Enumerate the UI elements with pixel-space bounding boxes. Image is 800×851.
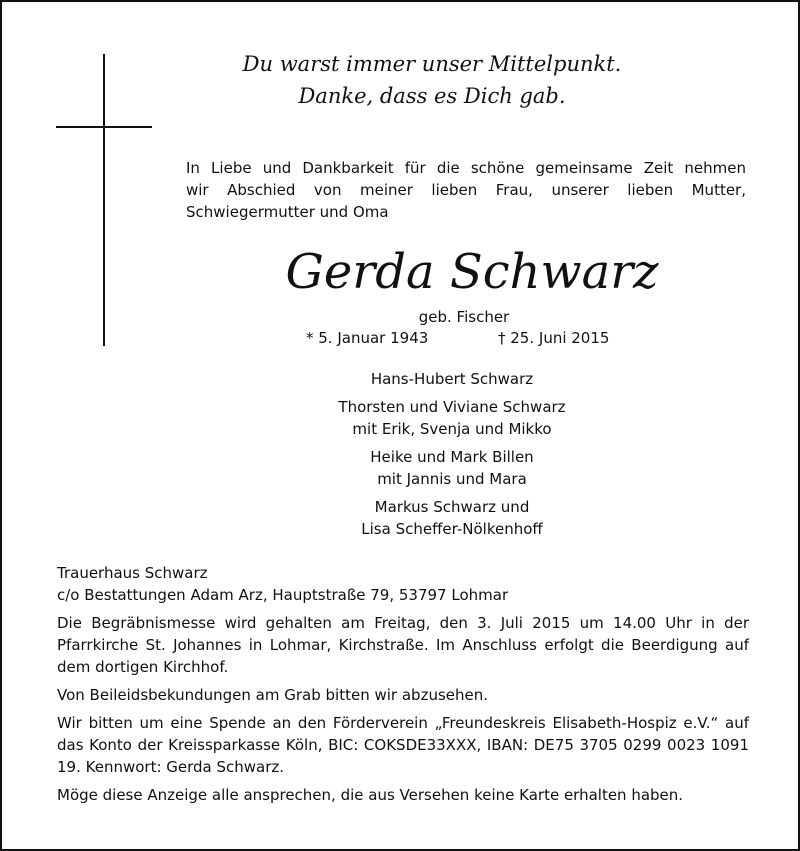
mourner-group — [292, 396, 612, 440]
mourning-address — [57, 562, 749, 606]
notice-details — [57, 562, 749, 812]
cross-horizontal-bar — [56, 126, 152, 128]
mourner-line: Heike und Mark Billen — [370, 448, 534, 466]
funeral-mass-info: Die Begräbnismesse wird gehalten am Freitag, den 3. Juli 2015 um 14.00 Uhr in der Pfarrkirche St. Johannes in Lohmar, Kirchstraße. Im Anschluss erfolgt die Beerdigung auf dem dortigen Kirchhof. — [57, 614, 749, 676]
motto-line: Danke, dass es Dich gab. — [298, 84, 566, 108]
mourner-line: Lisa Scheffer-Nölkenhoff — [361, 520, 543, 538]
intro-line: Schwiegermutter und Oma — [186, 203, 389, 221]
mourner-line: mit Erik, Svenja und Mikko — [352, 420, 552, 438]
address-line: Trauerhaus Schwarz — [57, 564, 208, 582]
deceased-name: Gerda Schwarz — [285, 244, 659, 300]
mourner-line: mit Jannis und Mara — [377, 470, 527, 488]
mourner-line: Hans-Hubert Schwarz — [370, 370, 534, 388]
intro-text — [186, 157, 746, 223]
mourners-list — [292, 368, 612, 546]
mourner-line: Markus Schwarz und — [374, 498, 530, 516]
intro-line: wir Abschied von meiner lieben Frau, unserer lieben Mutter, — [186, 181, 746, 199]
birth-date: * 5. Januar 1943 — [306, 329, 429, 347]
cross-vertical-bar — [103, 54, 105, 346]
address-line: c/o Bestattungen Adam Arz, Hauptstraße 79, 53797 Lohmar — [57, 586, 509, 604]
donation-info: Wir bitten um eine Spende an den Förderverein „Freundeskreis Elisabeth-Hospiz e.V.“ auf das Konto der Kreissparkasse Köln, BIC: COKSDE33XXX, IBAN: DE75 3705 0299 0023 1091 19. Kennwort: Gerda Schwarz. — [57, 714, 749, 776]
intro-line: In Liebe und Dankbarkeit für die schöne gemeinsame Zeit nehmen — [186, 159, 746, 177]
motto-line: Du warst immer unser Mittelpunkt. — [242, 52, 622, 76]
condolence-note: Von Beileidsbekundungen am Grab bitten wir abzusehen. — [57, 686, 489, 704]
closing-note: Möge diese Anzeige alle ansprechen, die aus Versehen keine Karte erhalten haben. — [57, 786, 684, 804]
mourner-group — [292, 496, 612, 540]
birth-name: geb. Fischer — [418, 308, 510, 326]
mourner-group — [292, 368, 612, 390]
mourner-group — [292, 446, 612, 490]
mourner-line: Thorsten und Viviane Schwarz — [338, 398, 566, 416]
death-date: † 25. Juni 2015 — [498, 329, 610, 347]
motto — [232, 48, 632, 112]
